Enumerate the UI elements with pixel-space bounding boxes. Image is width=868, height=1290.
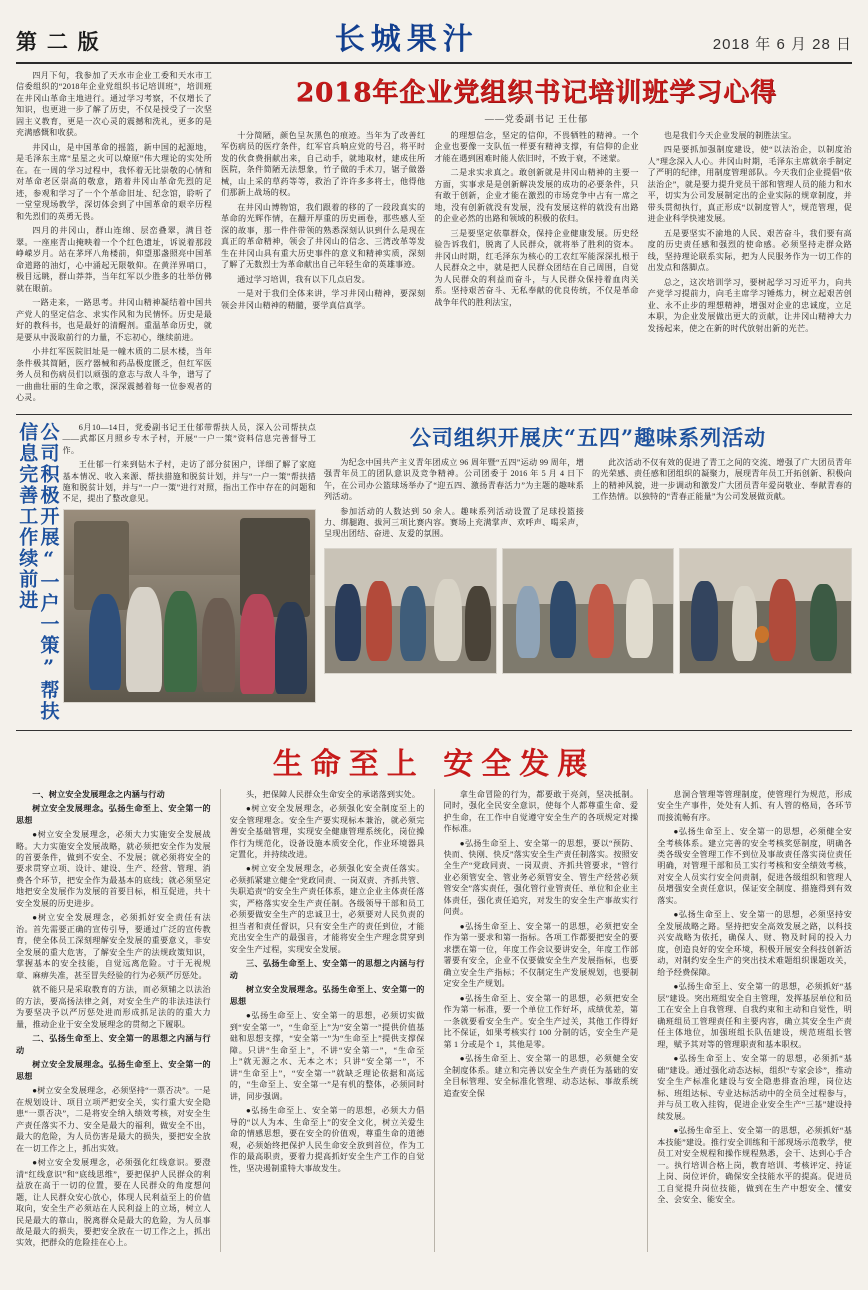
paragraph: ●树立安全发展理念，必须强化安全制度至上的安全管理理念。安全生产要实现标本兼治，就必须完善安全基础管理，实现安全健康管理系统化，岗位操作行为规范化，设备设施本质安全化，作业环境器具定置化，并持续改进。 [229, 804, 425, 859]
paragraph: 就不能只是采取教育的方法，而必须辅之以法治的方法，要高扬法律之剑，对安全生产的非法违法行为要坚决予以严厉惩处进而形成抓足法的的重大力量，推动企业于安全发展理念的贯彻之下履职。 [16, 985, 211, 1029]
photo-basketball [679, 548, 852, 674]
feature-right-column-1 [324, 457, 584, 543]
bottom-column-2 [220, 789, 425, 1252]
feature-right-headline: 公司组织开展庆“五四”趣味系列活动 [409, 424, 767, 450]
bottom-column-1 [16, 789, 211, 1252]
paragraph: 头，把保障人民群众生命安全的承诺落到实处。 [245, 789, 421, 799]
paragraph: 王仕郁一行来到钻木子村，走访了部分贫困户，详细了解了家庭基本情况、收入来源、帮扶措施和脱贫计划，并与“一户一策”帮扶措施和脱贫计划，并与“一户一策”进行对照，指出工作中存在的问题和不足，提出了整改意见。 [62, 460, 316, 504]
issue-date: 2018 年 6 月 28 日 [712, 36, 852, 53]
paragraph: 通过学习培训，我有以下几点启发。 [237, 274, 370, 284]
page-number: 第 二 版 [16, 31, 101, 54]
paragraph: ●树立安全发展理念，必须抓好安全责任有法治。首先需要正确的宣传引导，要通过广泛的宣传教育，使全体员工深刻理解安全发展的重要意义，非安全发展的重大危害，了解安全生产的法规政策知识，掌握基本的安全技能，自觉远离危险。寸于无视规章、麻痹失准，甚至冒失经验的行为必须严厉惩处。 [16, 913, 211, 980]
paragraph: ●弘扬生命至上、安全第一的思想，必须健全安全制度体系。建立和完善以安全生产责任为基础的安全目标管理、安全标准化管理、动态达标、事故系统追查安全保 [443, 1054, 639, 1098]
top-section [16, 70, 852, 415]
article-headline: 2018年企业党组织书记培训班学习心得 [295, 78, 778, 108]
paragraph: 的理想信念，坚定的信仰，不畏牺牲的精神。一个企业也要像一支队伍一样要有精神支撑，有信仰的企业才能在遇到困难时能人依旧时，不致于衰，不迷蒙。 [434, 131, 639, 163]
feature-right [324, 422, 852, 722]
paragraph: ●树立安全发展理念，必须坚持“一票否决”。一是在规划设计、项目立项严把安全关，实行重大安全隐患“一票否决”，二是将安全纳入绩效考核，对安全生产责任落实不力、安全是最大的福利，做安全不出，最大的危险，为人员伤害是最大的损失，要把安全放在一切工作之上，抓出实效。 [16, 1086, 211, 1153]
paper-title: 长城果汁 [334, 22, 479, 57]
middle-section [16, 415, 852, 731]
photo-tug-of-war [324, 548, 497, 674]
paragraph: ●弘扬生命至上、安全第一的思想，必须把安全作为第一要求和第一指标。各项工作都要把安全的要求摆在第一位，年度工作会议要讲安全，年度工作部署要有安全，企业不仅要做安全生产发展指标，也要确立安全生产指标；不仅制定生产发展规划，也要制定安全生产规划。 [443, 921, 639, 989]
paragraph: 总之，这次培训学习，要树起学习习近平力，向共产党学习提前力，向毛主席学习锤炼力，树立起艰苦创业、永不止步的理想精神，增强对企业的忠诚度，立足本职，为企业发展做出更大的贡献，让井冈山精神大力发扬起来，使之在新的时代放射出新的光芒。 [647, 277, 852, 333]
paragraph: ●树立安全发展理念，必须大力实施安全发展战略。大力实施安全发展战略，就必须把安全作为发展的首要条件，做到不安全、不发展；就必须将安全的要求贯穿立项、设计、建设、生产、经营、管理、消费各个环节，把安全作为最基本的底线；就必须坚定地把安全发展作为发展的首要目标，相互促进，共十安全发展的历史进步。 [16, 830, 211, 908]
bottom-column-3 [434, 789, 639, 1252]
paragraph: ●弘扬生命至上、安全第一的思想，必须健全安全考核体系。建立完善的安全考核奖惩制度，明确各类各级安全管理工作不到位及事故责任落实岗位责任明确，对管理干部和员工实行考核和安全绩效考核，对安全人员实行安全问责制，促进各级组织和管理人员增强安全责任意识，保证安全制度、措施得到有效落实。 [657, 827, 852, 905]
article-byline: ——党委副书记 王仕郁 [484, 114, 589, 124]
paragraph: 拿生命冒险的行为，都要敢于亮剑，坚决抵制。同时，强化全民安全意识，使每个人都尊重生命、爱护生命，在工作中自觉遵守安全生产的各项规定对操作标准。 [443, 789, 639, 834]
paragraph: 此次活动不仅有效的促进了青工之间的交流、增强了广大团员青年的光荣感、责任感和团组织的凝聚力，展现青年员工开拓创新、积极向上的精神风貌，进一步调动和激发广大团员青年爱岗敬业、奉献青春的工作热情。以独特的“青春正能量”为公司发展做贡献。 [592, 457, 852, 502]
top-right-article [221, 70, 852, 407]
paragraph: 四月的井冈山，群山连绵、层峦叠翠，满目苍翠。一座座青山掩映着一个个红色遗址，诉说着那段峥嵘岁月。站在茅坪八角楼前，仰望那盏照亮中国革命道路的油灯，心中涌起无限敬仰。在黄洋界哨口，极目远眺，群山莽莽，当年红军以少胜多的壮举仿佛就在眼前。 [16, 226, 212, 293]
paragraph: ●弘扬生命至上、安全第一的思想，要以“预防、快而、快刚、快反”落实安全生产责任制落实。按照安全生产“党政同责、一岗双责、齐抓共管要求，“管行业必须管安全、管业务必须管安全、管生产经营必须管安全”落实责任，强化管行业管责任、单位和企业主体责任，强化责任追究，对发生的安全生产事故实行问责。 [443, 838, 639, 917]
paragraph: 四月下旬，我参加了天水市企业工委和天水市工信委组织的“2018年企业党组织书记培训班”，培训班在井冈山革命主地进行。通过学习考察，不仅增长了知识，也更进一步了解了历史，不仅是授受了一次坚固主义教育，更是一次心灵的震撼和洗礼，更多的是充满感慨和收获。 [16, 71, 212, 138]
article-column-3 [648, 130, 852, 337]
paragraph: 息洞合管理等管理制度，使管理行为规范，形成安全生产事件，处处有人抓、有人管的格局，各环节而接流畅有序。 [657, 789, 852, 822]
photo-strip [324, 548, 852, 674]
bottom-headline: 生命至上 安全发展 [272, 746, 596, 782]
photo-relay-race [502, 548, 675, 674]
vertical-headline: 公司积极开展“一户一策”帮扶信息完善工作续前进 [16, 421, 60, 722]
feature-left-body [63, 422, 316, 722]
paragraph: ●弘扬生命至上、安全第一的思想，必须抓好“基本技能”建设。推行安全训练和干部现场示范教学，使员工对安全规程和操作规程熟悉，会干、达到心手合一。执行培训合格上岗，教育培训、考核评定、持证上岗、岗位评价，确保安全技能水平的提高。促进员工自觉提升岗位技能，做到在生产中想安全、懂安全、会安全、能安全。 [657, 1126, 852, 1205]
article-column-1 [221, 130, 425, 337]
paragraph: ●弘扬生命至上、安全第一的思想，必须把安全作为第一标准，要一个单位工作好坏，成绩优差，第一条就要看安全生产。安全生产过关，其他工作得好比不保证，如果考核实行 100 分制的话，安全生产是第 1 分或是个 1，其他是零。 [443, 993, 639, 1049]
paragraph: 一路走来，一路思考。井冈山精神凝结着中国共产党人的坚定信念、求实作风和为民情怀。历史是最好的教科书，也是最好的清醒剂。重温革命历史，就是要从中汲取前行的力量，不忘初心，继续前进。 [16, 298, 212, 342]
paragraph: ●树立安全发展理念，必须强化安全责任落实。必须抓紧建立健全“党政同责、一岗双责、齐抓共管、失职追责”的安全生产责任体系，建立企业主体责任落实，严格落实安全生产责任制。各级领导干部和员工必须要做安全生产的忠诚卫士，必须要对人民负责的担当者和责任督识，只有安全生产的责任到位，才能充出安全生产的最强音，才能将安全生产理念贯穿到安全生产过程，实现安全发展。 [229, 864, 425, 954]
paragraph: 也是我们今天企业发展的制胜法宝。 [663, 131, 797, 140]
paragraph: 二是求实求真之。敢创新就是井冈山精神的主要一方面，实事求是是创新解决发展的成功的必要条件，只有敢于创新，企业才能在激烈的市场竞争中占有一席之地，没有创新就没有发展，没有发展这样的就没有出路的企业必然的出路和领域的积极的依归。 [434, 168, 639, 224]
paragraph: ●树立安全发展理念，必须强化红线意识。要澄清“红线意识”和“底线思维”，要把保护人民群众的利益放在高于一切的位置，要在人民群众的角度想问题，让人民群众安心放心，体现人民利益至上的价值取向，安全生产必须站在人民利益上的立场，树立人民是最大的靠山，脱离群众是最大的危险，为人员事故是最大的损失，要把安全放在一切工作之上，抓出实效，把群众的危险挂在心上。 [16, 1158, 211, 1248]
feature-right-column-2 [592, 457, 852, 543]
subheading: 三、弘扬生命至上、安全第一的思想之内涵与行动 [229, 959, 425, 980]
paragraph: 四是要抓加强制度建设，使“以法治企，以制度治人”理念深入人心。井冈山时期，毛泽东主席就亲手制定了严明的纪律，用制度管理部队。今天我们企业提倡“依法治企”，就是要力提升党员干部和管理人员的能力和水平，切实为公司发展制定出的企业实际的规章制度，并带头贯彻执行，真正形成“以制度管人”，规范管理，促进企业科学快速发展。 [647, 145, 852, 224]
subheading: 树立安全发展理念。弘扬生命至上、安全第一的思想 [229, 985, 425, 1006]
paragraph: 在井冈山博物馆，我们跟着的移的了一段段真实的革命的光辉作情，在翻开厚重的历史画卷，那些感人至深的故事，那一件件带领的熟悉深刻认识到什么是现在真正的革命精神，领会了井冈山的信念、三湾改革等发生在井冈山具有重大历史事件的意义和精神实质，深刻了解了无数烈士为革命献出自己年轻生命的英雄事迹。 [221, 202, 426, 270]
subheading: 一、树立安全发展理念之内涵与行动 [32, 789, 165, 799]
paragraph: ●弘扬生命至上、安全第一的思想，必须坚持安全发展战略之路。坚持把安全高效发展之路，以科技兴安战略为依托，确保人、财、物及时间的投入力度，创造良好的安全环境，积极开展安全科技创新活动，对制约安全生产的突出技术难题组织课题攻关，给予经费保障。 [657, 910, 852, 977]
subheading: 树立安全发展理念。弘扬生命至上、安全第一的思想 [16, 1060, 211, 1081]
paragraph: 三是要坚定依靠群众，保持企业健康发展。历史经验告诉我们，脱离了人民群众，就将举了胜利的资本。井冈山时期，红毛泽东为核心的工农红军能深深扎根于人民群众之中，就是把人民群众团结在自己周围，自觉为人民群众的利益而奋斗，与人民群众保持着血肉关系。坚持艰苦奋斗、无私奉献的优良传统，不仅是革命战争年代的胜利法宝， [434, 228, 639, 307]
bottom-section [16, 731, 852, 1252]
paragraph: ●弘扬生命至上、安全第一的思想，必须大力倡导的“以人为本、生命至上”的安全文化，树立关爱生命的情感思想，要在安全的价值观，尊重生命的道德观，必须始终把保护人民生命安全放到首位，作为工作的最高职责，要着力提高抓好安全生产工作的自觉性，坚决遏制重特大事故发生。 [229, 1106, 425, 1173]
paragraph: ●弘扬生命至上、安全第一的思想，必须切实做到“安全第一”，“生命至上”为“安全第一”提供价值基础和思想支撑，“安全第一”为“生命至上”提供支撑保障。只讲“生命至上”，不讲“安全第一”，“生命至上”就无源之水、无本之木；只讲“安全第一”，不讲“生命至上”，“安全第一”就缺乏理论依据和高远的，“生命至上、安全第一”是有机的整体，必须同时讲，同步强调。 [229, 1011, 425, 1101]
feature-left [16, 422, 316, 722]
paragraph: 十分简陋，颜色呈灰黑色的痕迹。当年为了改善红军伤病员的医疗条件，红军官兵响应党的号召，将平时发的伙食费捐献出来，自己动手，就地取材，建成住所医院，条件简陋无法想象，竹子做的手术刀，锯子做器械，山上采的草药等等，救治了许许多多将士，他得他们那新上战场的权。 [221, 131, 426, 198]
paragraph: 五是要坚实不渝地的人民、艰苦奋斗，我们要有高度的历史责任感和强烈的使命感。必须坚持走群众路线，坚持理论联系实际，把为人民服务作为一切工作的出发点和落脚点。 [647, 228, 852, 273]
masthead [16, 14, 852, 64]
subheading: 树立安全发展理念。弘扬生命至上、安全第一的思想 [16, 804, 211, 825]
paragraph: ●弘扬生命至上、安全第一的思想，必须抓好“基层”建设。突出班组安全自主管理，发挥基层单位和员工在安全上自我管理、自我约束和主动和自觉性，明确班组员工管理责任和主要内容，确立其安全生产责任主体地位，加强班组长队伍建设，规范班组长管理，赋予其对等的管理职责和基本职权。 [657, 982, 852, 1049]
article-column-2 [434, 130, 638, 337]
subheading: 二、弘扬生命至上、安全第一的思想之内涵与行动 [16, 1034, 211, 1055]
top-left-column [16, 70, 212, 407]
paragraph: ●弘扬生命至上、安全第一的思想，必须抓“基础”建设。通过强化动态达标，组织“专家会诊”，推动安全生产标准化建设与安全隐患排查治理，岗位达标、班组达标、专业达标活动中的全员全过程参与，并与员工收入挂钩，促进企业安全生产“三基”建设持续发展。 [657, 1054, 852, 1121]
paragraph: 为纪念中国共产主义青年团成立 96 周年暨“五四”运动 99 周年，增强青年员工的团队意识及竞争精神。公司团委于 2016 年 5 月 4 日下午，在公司办公篮球场举办了“迎五四、激扬青春活力”为主题的趣味系列活动。 [324, 457, 584, 502]
paragraph: 参加活动的人数达到 50 余人。趣味系列活动设置了足球投篮接力、绑腿跑、拔河三项比赛内容。赛场上充满掌声、欢呼声、喝采声，呈现出团结、奋进、友爱的氛围。 [324, 506, 584, 539]
paragraph: 6月10—14日，党委副书记王仕郁带帮扶人员，深入公司帮扶点——武都区月照乡专木子村，开展“一户一策”资料信息完善督导工作。 [62, 422, 316, 455]
bottom-column-4 [647, 789, 852, 1252]
photo-village-visit [63, 509, 316, 703]
paragraph: 一是对于我们全体来讲，学习井冈山精神，要深刻领会井冈山精神的精髓，要学真信真学。 [221, 289, 426, 310]
paragraph: 小井红军医院旧址是一幢木质的二层木楼，当年条件极其简陋，医疗器械和药品极度匮乏，但红军医务人员和伤病员们以顽强的意志与敌人斗争，谱写了一曲曲壮丽的生命之歌，深深震撼着每一位参观者的心灵。 [16, 347, 212, 403]
paragraph: 井冈山，是中国革命的摇篮，新中国的起源地，是毛泽东主席“星星之火可以燎原”伟大理论的实处所在。在一周的学习过程中，我怀着无比崇敬的心情和对革命老区崇高的敬意，踏着井冈山革命先烈的足迹，参观和学习了一个个革命旧址、纪念馆，聆听了一堂堂现场教学，深切体会到了中国革命的艰辛历程和先烈们的英勇无畏。 [16, 142, 212, 221]
